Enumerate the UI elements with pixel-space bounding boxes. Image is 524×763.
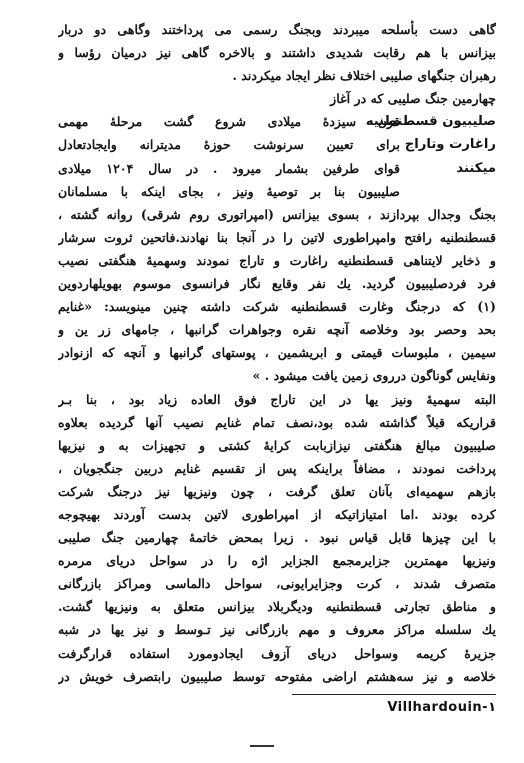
- text-line: یك سلسله مراکز معروف و مهم بازرگانی نیز تـوسط و نیز یها در شبه: [58, 622, 496, 638]
- text-line: فرد فردصلیبیون گردید. یك نفر وقایع نگار فرانسوی موسوم بهویلهاردوین: [58, 276, 496, 292]
- text-line: بازهم سهمیه‌ای بآنان تعلق گرفت ، چون ونیزیها نیز درجنگ شرکت: [58, 483, 496, 499]
- text-line: صلیبیون مبالغ هنگفتی نیزازبابت کرایهٔ کشتی و تجهیزات به و نیزیها: [58, 437, 496, 453]
- side-lines: [58, 110, 400, 202]
- text-line: قسطنطنیه رافتح وامپراطوری لاتین را در آنجا بنا نهادند.فاتحین ثروت سرشار: [58, 229, 496, 245]
- text-line: جزیرهٔ کریمه وسواحل دریای آزوف ایجادومورد استفاده قرارگرفت: [58, 645, 496, 661]
- text-line: با این چیزها قابل قیاس نبود . زیرا بمحض خاتمهٔ چهارمین جنگ صلیبی: [58, 530, 496, 546]
- side-label: صلیبیون قسطنطنیه: [365, 114, 496, 130]
- text-line: بیزانس با هم رقابت شدیدی داشتند و بالاخره گاهی نیز درمیان رؤسا و: [58, 45, 496, 61]
- text-line: سیمین ، ملبوسات قیمتی و ابریشمین ، پوستهای گرانبها و آنچه که ازنوادر: [58, 345, 496, 361]
- page-number-mark: [250, 739, 274, 747]
- text-line: ونیزیها مهمترین جزایرمجمع الجزایر اژه را در سواحل دریای مرمره: [58, 553, 496, 569]
- section-heading: چهارمین جنگ صلیبی که در آغاز: [330, 91, 496, 107]
- text-line: و مناطق تجارتی قسطنطنیه ودیگربلاد بیزانس متعلق به ونیزیها گشت.: [58, 599, 496, 615]
- text-line: و ذخایر لایتناهی قسطنطنیه راغارت و تاراج نمودند وسهمیهٔ هنگفتی نصیب: [58, 252, 496, 268]
- side-label: میکنند: [456, 160, 496, 176]
- text-line: (۱) که درجنگ وغارت قسطنطنیه شرکت داشته چنین مینویسد: «غنایم: [58, 299, 496, 315]
- text-line: قوای طرفین بشمار میرود . در سال ۱۲۰۴ میلادی: [58, 160, 400, 176]
- text-line: رهبران جنگهای صلیبی اختلاف نظر ایجاد میکردند .: [232, 68, 496, 84]
- text-line: البته سهمیهٔ ونیز یها در این تاراج فوق العاده زیاد بود ، بنا بـر: [58, 391, 496, 407]
- text-line: کرده بودند .اما امتیازاتیکه از امپراطوری لاتین بدست آوردند بهیچوجه: [58, 506, 496, 522]
- text-line: خلاصه و نیز سه‌هشتم اراضی مفتوحه توسط صلیبیون رابتصرف خویش در: [58, 668, 496, 684]
- side-labels: [365, 110, 496, 179]
- text-line: قراریکه قبلاً گذاشته شده بود،نصف تمام غنایم نصیب آنها گردیده بعلاوه: [58, 414, 496, 430]
- text-line: صلیبیون بنا بر توصیهٔ ونیز ، بجای اینکه با مسلمانان: [58, 183, 400, 199]
- marginal-heading-block: [58, 110, 496, 202]
- text-line: بحد وحصر بود وخلاصه آنچه نقره وجواهرات گرانبها ، جامهای زر ین و: [58, 322, 496, 338]
- persian-text-body: [58, 18, 496, 688]
- text-line: گاهی دست بأسلحه میبردند وبجنگ رسمی می پرداختند وگاهی دو دربار: [58, 22, 496, 37]
- footnote-divider: [292, 694, 496, 695]
- text-line: ونفایس گوناگون درروی زمین یافت میشود . »: [252, 368, 496, 384]
- text-line: متصرف شدند ، کرت وجزایرایونی، سواحل دالماسی ومراکز بازرگانی: [58, 576, 496, 592]
- text-line: برای تعیین سرنوشت حوزهٔ مدیترانه وایجادتعادل: [58, 137, 400, 153]
- side-label: راغارت وتاراج: [404, 137, 496, 153]
- footnote: Villhardouin-۱: [387, 700, 496, 715]
- text-line: قرن سیزدهٔ میلادی شروع گشت مرحلهٔ مهمی: [58, 114, 400, 130]
- text-line: بجنگ وجدال بپردازند ، بسوی بیزانس (امپراتوری روم شرقی) روانه گشته ،: [58, 206, 496, 222]
- text-line: پرداخت نمودند ، مضافاً براینکه پس از تقسیم غنایم دربین جنگجویان ،: [58, 460, 496, 476]
